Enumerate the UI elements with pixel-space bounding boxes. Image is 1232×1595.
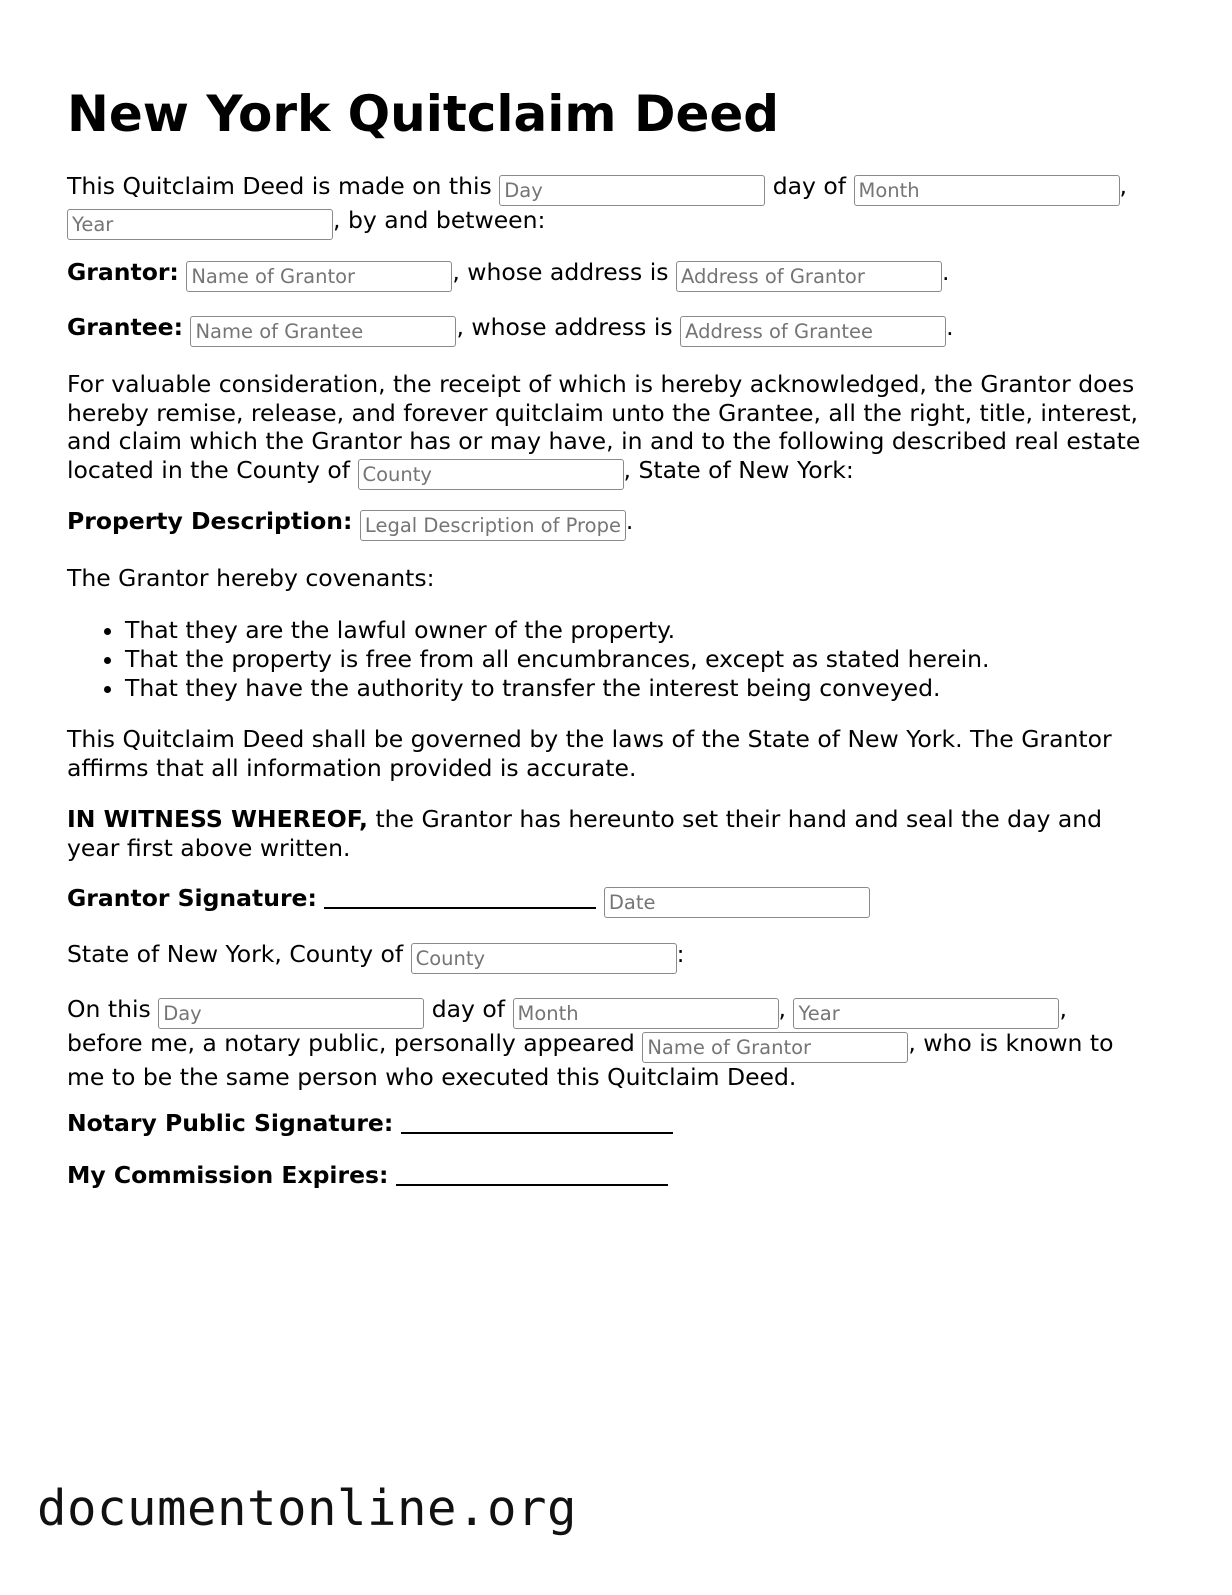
witness-paragraph — [67, 805, 1157, 863]
notary-grantor-name-input[interactable] — [642, 1032, 908, 1063]
notary-ack-comma: , — [778, 995, 794, 1023]
witness-bold: IN WITNESS WHEREOF, — [67, 805, 368, 833]
notary-signature-blank[interactable] — [401, 1110, 673, 1134]
grantor-label: Grantor: — [67, 258, 179, 286]
property-line — [67, 507, 1157, 541]
grantee-end: . — [946, 313, 954, 341]
grantee-label: Grantee: — [67, 313, 183, 341]
notary-signature-line — [67, 1109, 1157, 1138]
notary-ack-text-1: On this — [67, 995, 159, 1023]
state-county-end: : — [676, 940, 685, 968]
grantor-line — [67, 258, 1157, 292]
covenant-item: • That the property is free from all encumbrances, except as stated herein. — [125, 645, 1215, 674]
grantee-address-input[interactable] — [680, 316, 946, 347]
grantee-name-input[interactable] — [190, 316, 456, 347]
grantee-mid-text: , whose address is — [456, 313, 681, 341]
commission-label: My Commission Expires: — [67, 1161, 389, 1189]
intro-paragraph — [67, 172, 1157, 240]
notary-signature-label: Notary Public Signature: — [67, 1109, 394, 1137]
commission-line — [67, 1161, 1157, 1190]
page-title: New York Quitclaim Deed — [67, 85, 780, 143]
notary-ack-paragraph — [67, 995, 1157, 1092]
grantor-signature-line — [67, 884, 1157, 918]
intro-text-3: , — [1119, 172, 1128, 200]
state-county-text: State of New York, County of — [67, 940, 411, 968]
grantor-signature-label: Grantor Signature: — [67, 884, 317, 912]
consideration-paragraph — [67, 370, 1152, 490]
notary-ack-text-2: day of — [424, 995, 513, 1023]
notary-day-input[interactable] — [158, 998, 424, 1029]
consideration-end: , State of New York: — [623, 455, 854, 484]
intro-text-4: , by and between: — [333, 206, 546, 234]
intro-year-input[interactable] — [67, 209, 333, 240]
property-label: Property Description: — [67, 507, 353, 535]
intro-month-input[interactable] — [854, 175, 1120, 206]
grantor-name-input[interactable] — [186, 261, 452, 292]
grantee-line — [67, 313, 1157, 347]
property-end: . — [625, 507, 634, 535]
consideration-text: For valuable consideration, the receipt of which is hereby acknowledged, the Grantor does hereby remise, release, and forever quitclaim unto the Grantee, all the right, title, interest, and claim which the Grantor has or may have, in and to the following described real estate located in the County of — [67, 370, 1141, 484]
intro-day-input[interactable] — [499, 175, 765, 206]
site-watermark: documentonline.org — [37, 1480, 578, 1537]
covenants-intro: The Grantor hereby covenants: — [67, 564, 435, 592]
notary-month-input[interactable] — [513, 998, 779, 1029]
intro-text-1: This Quitclaim Deed is made on this — [67, 172, 500, 200]
notary-year-input[interactable] — [793, 998, 1059, 1029]
property-description-input[interactable] — [360, 510, 626, 541]
state-county-input[interactable] — [411, 943, 677, 974]
grantor-signature-blank[interactable] — [324, 885, 596, 909]
commission-expires-blank[interactable] — [396, 1162, 668, 1186]
covenant-item: • That they have the authority to transfer the interest being conveyed. — [125, 674, 1215, 703]
witness-text: the Grantor has hereunto set their hand and seal the day and year first above written. — [67, 805, 1103, 862]
covenant-item: • That they are the lawful owner of the property. — [125, 616, 1215, 645]
state-county-line — [67, 940, 1157, 974]
grantor-mid-text: , whose address is — [452, 258, 676, 286]
notary-ack-text-3: , — [1059, 995, 1067, 1023]
consideration-county-input[interactable] — [358, 459, 624, 490]
notary-ack-text-4: before me, a notary public, personally appeared — [67, 1029, 643, 1057]
governing-paragraph: This Quitclaim Deed shall be governed by the laws of the State of New York. The Grantor affirms that all information provided is accurate. — [67, 725, 1112, 782]
intro-text-2: day of — [765, 172, 854, 200]
grantor-signature-date-input[interactable] — [604, 887, 870, 918]
grantor-end: . — [941, 258, 950, 286]
covenants-list — [67, 616, 1215, 703]
grantor-address-input[interactable] — [676, 261, 942, 292]
notary-ack-text-5: , who is known to me to be the same person who executed this Quitclaim Deed. — [67, 1029, 1114, 1091]
